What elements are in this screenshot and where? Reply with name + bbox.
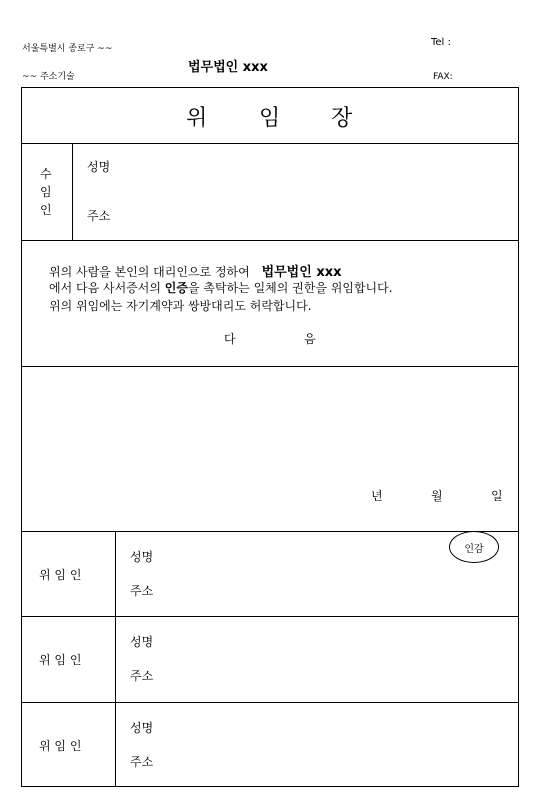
recipient-name-label: 성명 xyxy=(87,160,111,174)
recipient-side-label-char: 임 xyxy=(40,185,52,199)
form-frame xyxy=(21,87,519,787)
delegator-address-label: 주소 xyxy=(130,584,154,598)
address-line-2: ~~ 주소기술 xyxy=(22,72,75,82)
recipient-side-label-char: 인 xyxy=(40,203,52,217)
statement-line-2-text: 에서 다음 사서증서의 xyxy=(49,281,161,295)
statement-line-1 xyxy=(49,261,341,280)
statement-firm-name: 법무법인 xxx xyxy=(261,265,342,280)
form-title-char: 위 xyxy=(186,106,208,131)
divider xyxy=(21,616,519,617)
form-title-char: 장 xyxy=(331,106,353,131)
form-title-char: 임 xyxy=(259,106,281,131)
next-heading-char: 다 xyxy=(224,332,236,346)
statement-line-2 xyxy=(49,279,393,296)
divider xyxy=(21,240,519,241)
date-month-label: 월 xyxy=(431,489,443,503)
delegator-name-label: 성명 xyxy=(130,635,154,649)
date-day-label: 일 xyxy=(491,489,503,503)
delegator-name-label: 성명 xyxy=(130,550,154,564)
delegator-address-label: 주소 xyxy=(130,755,154,769)
statement-line-2-text: 을 촉탁하는 일체의 권한을 위임합니다. xyxy=(187,281,393,295)
fax-label: FAX: xyxy=(433,72,453,82)
delegator-label: 위 임 인 xyxy=(39,653,82,667)
seal-stamp-label: 인감 xyxy=(464,543,484,555)
divider xyxy=(21,143,519,144)
delegator-name-label: 성명 xyxy=(130,721,154,735)
tel-label: Tel : xyxy=(431,37,451,48)
delegator-label: 위 임 인 xyxy=(39,568,82,582)
statement-line-1-text: 위의 사람을 본인의 대리인으로 정하여 xyxy=(49,265,250,279)
address-line-1: 서울특별시 종로구 ~~ xyxy=(22,44,113,54)
recipient-side-label-char: 수 xyxy=(40,167,52,181)
statement-line-3: 위의 위임에는 자기계약과 쌍방대리도 허락합니다. xyxy=(49,299,312,313)
firm-name: 법무법인 xxx xyxy=(188,60,268,75)
delegator-address-label: 주소 xyxy=(130,669,154,683)
delegator-label: 위 임 인 xyxy=(39,739,82,753)
divider xyxy=(72,143,73,240)
divider xyxy=(115,531,116,787)
next-heading-char: 음 xyxy=(304,332,316,346)
divider xyxy=(21,702,519,703)
seal-stamp xyxy=(449,531,499,563)
recipient-address-label: 주소 xyxy=(87,209,111,223)
divider xyxy=(21,531,519,532)
statement-bold-word: 인증 xyxy=(164,281,188,295)
divider xyxy=(21,366,519,367)
date-year-label: 년 xyxy=(371,489,383,503)
